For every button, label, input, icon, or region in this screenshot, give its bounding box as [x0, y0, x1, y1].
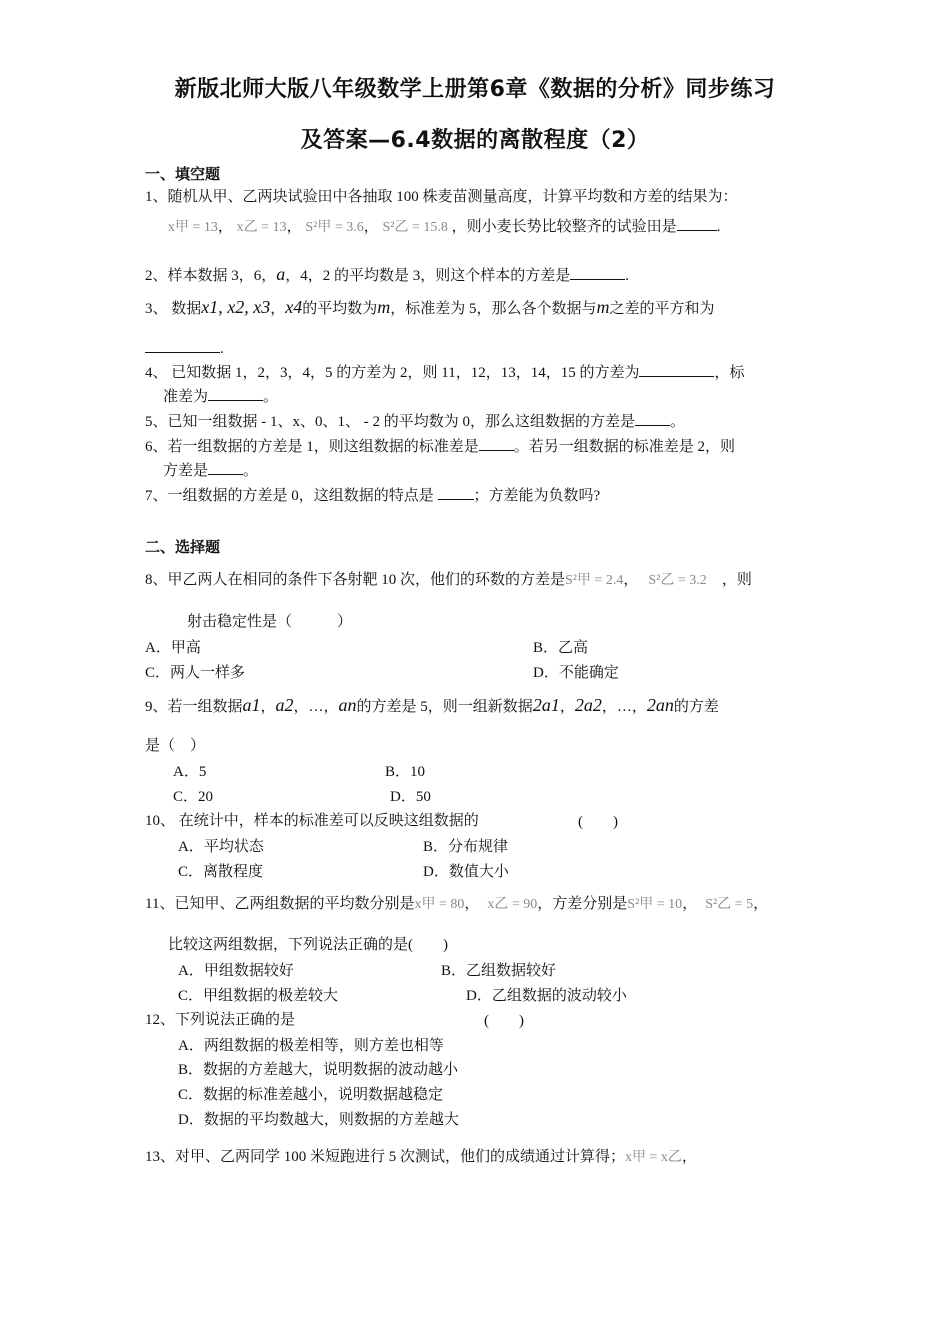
- q9-option-d[interactable]: D．50: [390, 789, 431, 805]
- q9-option-a[interactable]: A．5: [173, 764, 207, 780]
- var-yi-formula: S²乙 = 15.8: [382, 220, 448, 235]
- question-13: 13、对甲、乙两同学 100 米短跑进行 5 次测试，他们的成绩通过计算得；x甲 = x乙，: [145, 1149, 697, 1165]
- q8-option-c[interactable]: C．两人一样多: [145, 665, 246, 681]
- mean-equal-formula: x甲 = x乙: [625, 1150, 682, 1165]
- q10-option-d[interactable]: D．数值大小: [423, 864, 509, 880]
- question-12: 12、下列说法正确的是: [145, 1012, 296, 1028]
- question-9-cont: 是（ ）: [145, 738, 206, 754]
- question-9: 9、若一组数据a1，a2，…，an的方差是 5，则一组新数据2a1，2a2，…，2an的方差: [145, 695, 719, 715]
- question-4-cont: 准差为 。: [163, 386, 810, 408]
- question-3-blank-line: .: [145, 338, 810, 360]
- q12-option-c[interactable]: C．数据的标准差越小，说明数据越稳定: [178, 1087, 444, 1103]
- mean-yi-formula: x乙 = 13: [236, 220, 287, 235]
- q11-option-d[interactable]: D．乙组数据的波动较小: [466, 988, 627, 1004]
- doc-title-line1: 新版北师大版八年级数学上册第6章《数据的分析》同步练习: [174, 77, 776, 102]
- mean-yi-formula: x乙 = 90: [487, 897, 538, 912]
- q11-option-c[interactable]: C．甲组数据的极差较大: [178, 988, 339, 1004]
- q8-option-d[interactable]: D．不能确定: [533, 665, 619, 681]
- mean-jia-formula: x甲 = 80: [414, 897, 465, 912]
- question-10: 10、 在统计中，样本的标准差可以反映这组数据的: [145, 813, 479, 829]
- var-yi-formula: S²乙 = 5: [705, 897, 754, 912]
- q12-option-d[interactable]: D．数据的平均数越大，则数据的方差越大: [178, 1112, 459, 1128]
- answer-blank[interactable]: [145, 338, 220, 353]
- q12-option-a[interactable]: A．两组数据的极差相等，则方差也相等: [178, 1038, 444, 1054]
- section-choice: 二、选择题: [145, 538, 221, 556]
- answer-blank[interactable]: [570, 265, 625, 280]
- question-4: 4、 已知数据 1，2，3，4，5 的方差为 2，则 11，12，13，14，15 的方差为 ，标: [145, 362, 810, 384]
- q9-option-b[interactable]: B．10: [385, 764, 426, 780]
- q12-option-b[interactable]: B．数据的方差越大，说明数据的波动越小: [178, 1062, 459, 1078]
- q10-answer-paren: ( ): [578, 814, 618, 830]
- q11-option-b[interactable]: B．乙组数据较好: [441, 963, 557, 979]
- question-11: 11、已知甲、乙两组数据的平均数分别是x甲 = 80， x乙 = 90，方差分别是S²甲 = 10， S²乙 = 5，: [145, 896, 769, 912]
- answer-blank[interactable]: [635, 411, 670, 426]
- q10-option-c[interactable]: C．离散程度: [178, 864, 264, 880]
- question-6-cont: 方差是 。: [163, 460, 810, 482]
- section-fill-in: 一、填空题: [145, 165, 221, 183]
- answer-blank[interactable]: [479, 436, 514, 451]
- q9-option-c[interactable]: C．20: [173, 789, 214, 805]
- question-5: 5、已知一组数据 - 1、x、0、1、 - 2 的平均数为 0，那么这组数据的方差是 。: [145, 411, 810, 433]
- answer-blank[interactable]: [677, 216, 717, 231]
- question-11-cont: 比较这两组数据，下列说法正确的是( ): [168, 937, 448, 953]
- answer-blank[interactable]: [208, 460, 243, 475]
- question-3: 3、 数据x1, x2, x3，x4的平均数为m，标准差为 5，那么各个数据与m之差的平方和为: [145, 297, 715, 317]
- q11-option-a[interactable]: A．甲组数据较好: [178, 963, 294, 979]
- var-jia-formula: S²甲 = 10: [627, 897, 683, 912]
- question-1-formulas: x甲 = 13， x乙 = 13， S²甲 = 3.6， S²乙 = 15.8 ，则小麦长势比较整齐的试验田是 .: [168, 216, 810, 239]
- answer-blank[interactable]: [208, 386, 263, 401]
- doc-title-line2: 及答案—6.4数据的离散程度（2）: [300, 128, 650, 153]
- question-2: 2、样本数据 3，6，a，4，2 的平均数是 3，则这个样本的方差是 .: [145, 264, 630, 284]
- question-7: 7、一组数据的方差是 0，这组数据的特点是 ；方差能为负数吗?: [145, 485, 810, 507]
- q8-option-a[interactable]: A．甲高: [145, 640, 201, 656]
- answer-blank[interactable]: [639, 362, 714, 377]
- var-jia-formula: S²甲 = 2.4: [565, 573, 624, 588]
- q8-option-b[interactable]: B．乙高: [533, 640, 589, 656]
- q10-option-a[interactable]: A．平均状态: [178, 839, 264, 855]
- var-yi-formula: S²乙 = 3.2: [648, 573, 707, 588]
- question-1-text: 1、随机从甲、乙两块试验田中各抽取 100 株麦苗测量高度，计算平均数和方差的结果为：: [145, 189, 738, 205]
- question-8-cont: 射击稳定性是（ ）: [187, 614, 353, 630]
- question-6: 6、若一组数据的方差是 1，则这组数据的标准差是 。若另一组数据的标准差是 2，则: [145, 436, 810, 458]
- mean-jia-formula: x甲 = 13: [168, 220, 218, 235]
- answer-blank[interactable]: [438, 485, 474, 500]
- q10-option-b[interactable]: B．分布规律: [423, 839, 509, 855]
- var-jia-formula: S²甲 = 3.6: [305, 220, 364, 235]
- question-8: 8、甲乙两人在相同的条件下各射靶 10 次，他们的环数的方差是S²甲 = 2.4， S²乙 = 3.2 ，则: [145, 572, 752, 588]
- q12-answer-paren: ( ): [484, 1013, 524, 1029]
